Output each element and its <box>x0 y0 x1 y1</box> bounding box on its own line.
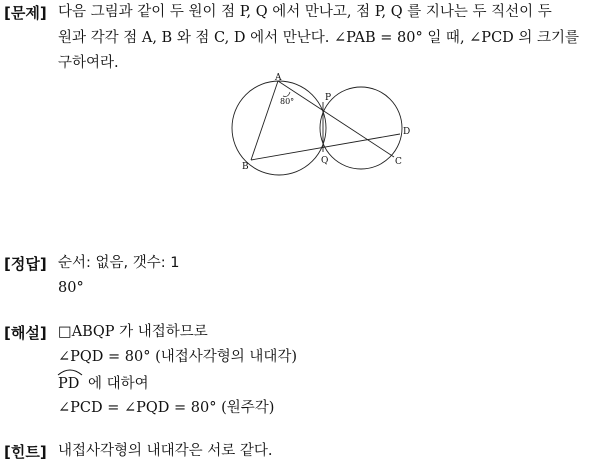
solution-line-3-text: 에 대하여 <box>88 376 149 392</box>
problem-line-1: 다음 그림과 같이 두 원이 점 P, Q 에서 만나고, 점 P, Q 를 지나는 두 직선이 두 <box>58 4 552 20</box>
solution-line-2: ∠PQD = 80° (내접사각형의 내대각) <box>58 349 298 365</box>
answer-value: 80° <box>58 280 84 296</box>
answer-label: [정답] <box>4 255 47 273</box>
problem-label: [문제] <box>4 4 47 22</box>
point-d: D <box>403 127 411 137</box>
point-q: Q <box>321 156 329 166</box>
left-circle <box>232 81 329 175</box>
problem-line-3: 구하여라. <box>58 55 119 71</box>
point-a: A <box>275 73 282 83</box>
problem-line-2: 원과 각각 점 A, B 와 점 C, D 에서 만난다. ∠PAB = 80° 일 때, ∠PCD 의 크기를 <box>58 30 580 46</box>
solution-line-3 <box>58 374 149 394</box>
point-p: P <box>325 93 332 103</box>
arc-pd: PD <box>58 374 79 394</box>
solution-label: [해설] <box>4 324 47 342</box>
segment-ab <box>251 81 278 160</box>
arc-mark-icon <box>57 368 83 376</box>
point-c: C <box>395 157 402 167</box>
solution-line-4: ∠PCD = ∠PQD = 80° (원주각) <box>58 400 275 416</box>
geometry-figure <box>230 70 420 180</box>
point-b: B <box>242 162 249 172</box>
answer-meta: 순서: 없음, 갯수: 1 <box>58 255 180 271</box>
angle-arc <box>283 92 290 97</box>
angle-label: 80° <box>280 97 295 106</box>
solution-line-1: □ABQP 가 내접하므로 <box>58 324 208 340</box>
right-circle <box>320 87 402 169</box>
hint-text: 내접사각형의 내대각은 서로 같다. <box>58 443 273 459</box>
hint-label: [힌트] <box>4 443 47 461</box>
